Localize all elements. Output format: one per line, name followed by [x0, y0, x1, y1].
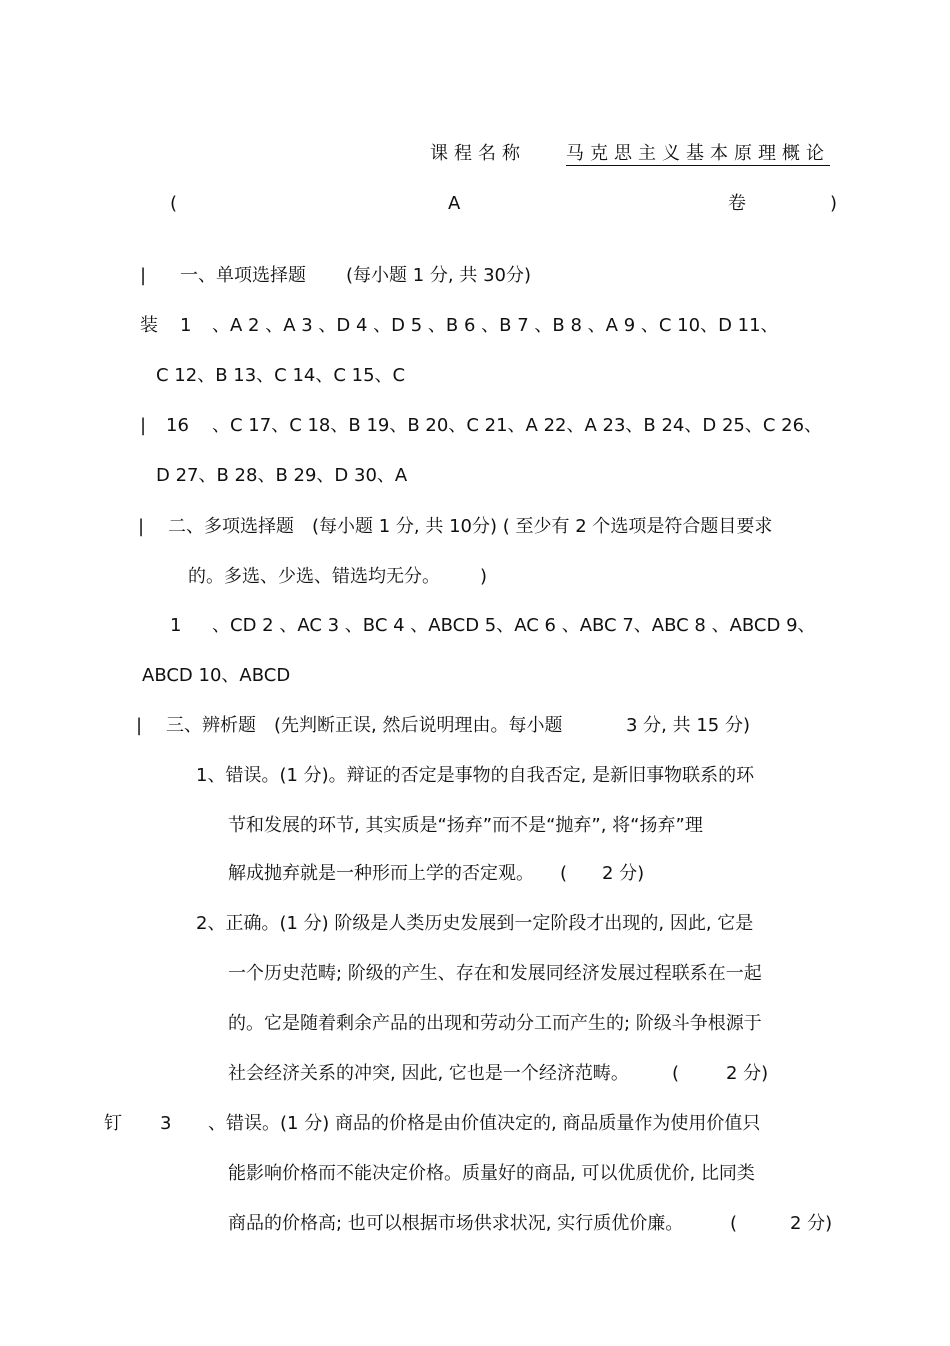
course-label: 课程名称	[430, 143, 526, 164]
binding-zhuang: 装	[140, 315, 158, 336]
q1-line1: 1、错误。(1 分)。辩证的否定是事物的自我否定, 是新旧事物联系的环	[196, 765, 755, 786]
q1-points-open: (	[560, 863, 568, 884]
section2-title: 二、多项选择题	[168, 516, 294, 537]
section1-line2: C 12、B 13、C 14、C 15、C	[156, 365, 406, 386]
q2-line4: 社会经济关系的冲突, 因此, 它也是一个经济范畴。	[228, 1063, 629, 1084]
section2-cont: 的。多选、少选、错选均无分。	[188, 566, 440, 587]
section1-line3-num: 16	[166, 415, 189, 436]
section3-title: 三、辨析题	[166, 715, 256, 736]
q3-points: 2 分)	[790, 1213, 833, 1234]
q1-line3: 解成抛弃就是一种形而上学的否定观。	[228, 863, 534, 884]
section1-title: 一、单项选择题	[180, 265, 306, 286]
section1-line1: 、A 2 、A 3 、D 4 、D 5 、B 6 、B 7 、B 8 、A 9 、C 10、D 11、	[212, 315, 779, 336]
q2-points: 2 分)	[726, 1063, 769, 1084]
paper-letter: A	[448, 193, 461, 214]
q2-line2: 一个历史范畴; 阶级的产生、存在和发展同经济发展过程联系在一起	[228, 963, 762, 984]
section2-score: (每小题 1 分, 共 10分) ( 至少有 2 个选项是符合题目要求	[312, 516, 773, 537]
section3-score-b: 3 分, 共 15 分)	[626, 715, 750, 736]
section2-ans2: ABCD 10、ABCD	[142, 665, 291, 686]
q1-points: 2 分)	[602, 863, 645, 884]
section1-line1-num: 1	[180, 315, 192, 336]
q3-num: 3	[160, 1113, 172, 1134]
section1-score: (每小题 1 分, 共 30分)	[346, 265, 532, 286]
paper-word: 卷	[728, 193, 746, 214]
q3-points-open: (	[730, 1213, 738, 1234]
q2-points-open: (	[672, 1063, 680, 1084]
binding-bar: |	[136, 715, 143, 736]
q3-line2: 能影响价格而不能决定价格。质量好的商品, 可以优质优价, 比同类	[228, 1163, 755, 1184]
section2-ans1: 、CD 2 、AC 3 、BC 4 、ABCD 5、AC 6 、ABC 7、ABC 8 、ABCD 9、	[212, 615, 816, 636]
section3-score-a: (先判断正误, 然后说明理由。每小题	[274, 715, 563, 736]
section1-line4: D 27、B 28、B 29、D 30、A	[156, 465, 408, 486]
binding-ding: 钉	[104, 1113, 122, 1134]
course-name-text: 马克思主义基本原理概论	[566, 143, 830, 164]
section1-line3: 、C 17、C 18、B 19、B 20、C 21、A 22、A 23、B 24、D 25、C 26、	[212, 415, 823, 436]
course-name	[566, 142, 830, 166]
section2-cont-paren: )	[480, 566, 488, 587]
q2-line1: 2、正确。(1 分) 阶级是人类历史发展到一定阶段才出现的, 因此, 它是	[196, 913, 754, 934]
binding-bar: |	[138, 516, 145, 537]
q3-line1: 、错误。(1 分) 商品的价格是由价值决定的, 商品质量作为使用价值只	[208, 1113, 761, 1134]
q2-line3: 的。它是随着剩余产品的出现和劳动分工而产生的; 阶级斗争根源于	[228, 1013, 762, 1034]
q3-line3: 商品的价格高; 也可以根据市场供求状况, 实行质优价廉。	[228, 1213, 684, 1234]
paper-close-paren: )	[830, 193, 838, 214]
q1-line2: 节和发展的环节, 其实质是“扬弃”而不是“抛弃”, 将“扬弃”理	[228, 815, 703, 836]
paper-open-paren: (	[170, 193, 178, 214]
binding-bar: |	[140, 265, 147, 286]
binding-bar: |	[140, 415, 147, 436]
section2-ans1-num: 1	[170, 615, 182, 636]
